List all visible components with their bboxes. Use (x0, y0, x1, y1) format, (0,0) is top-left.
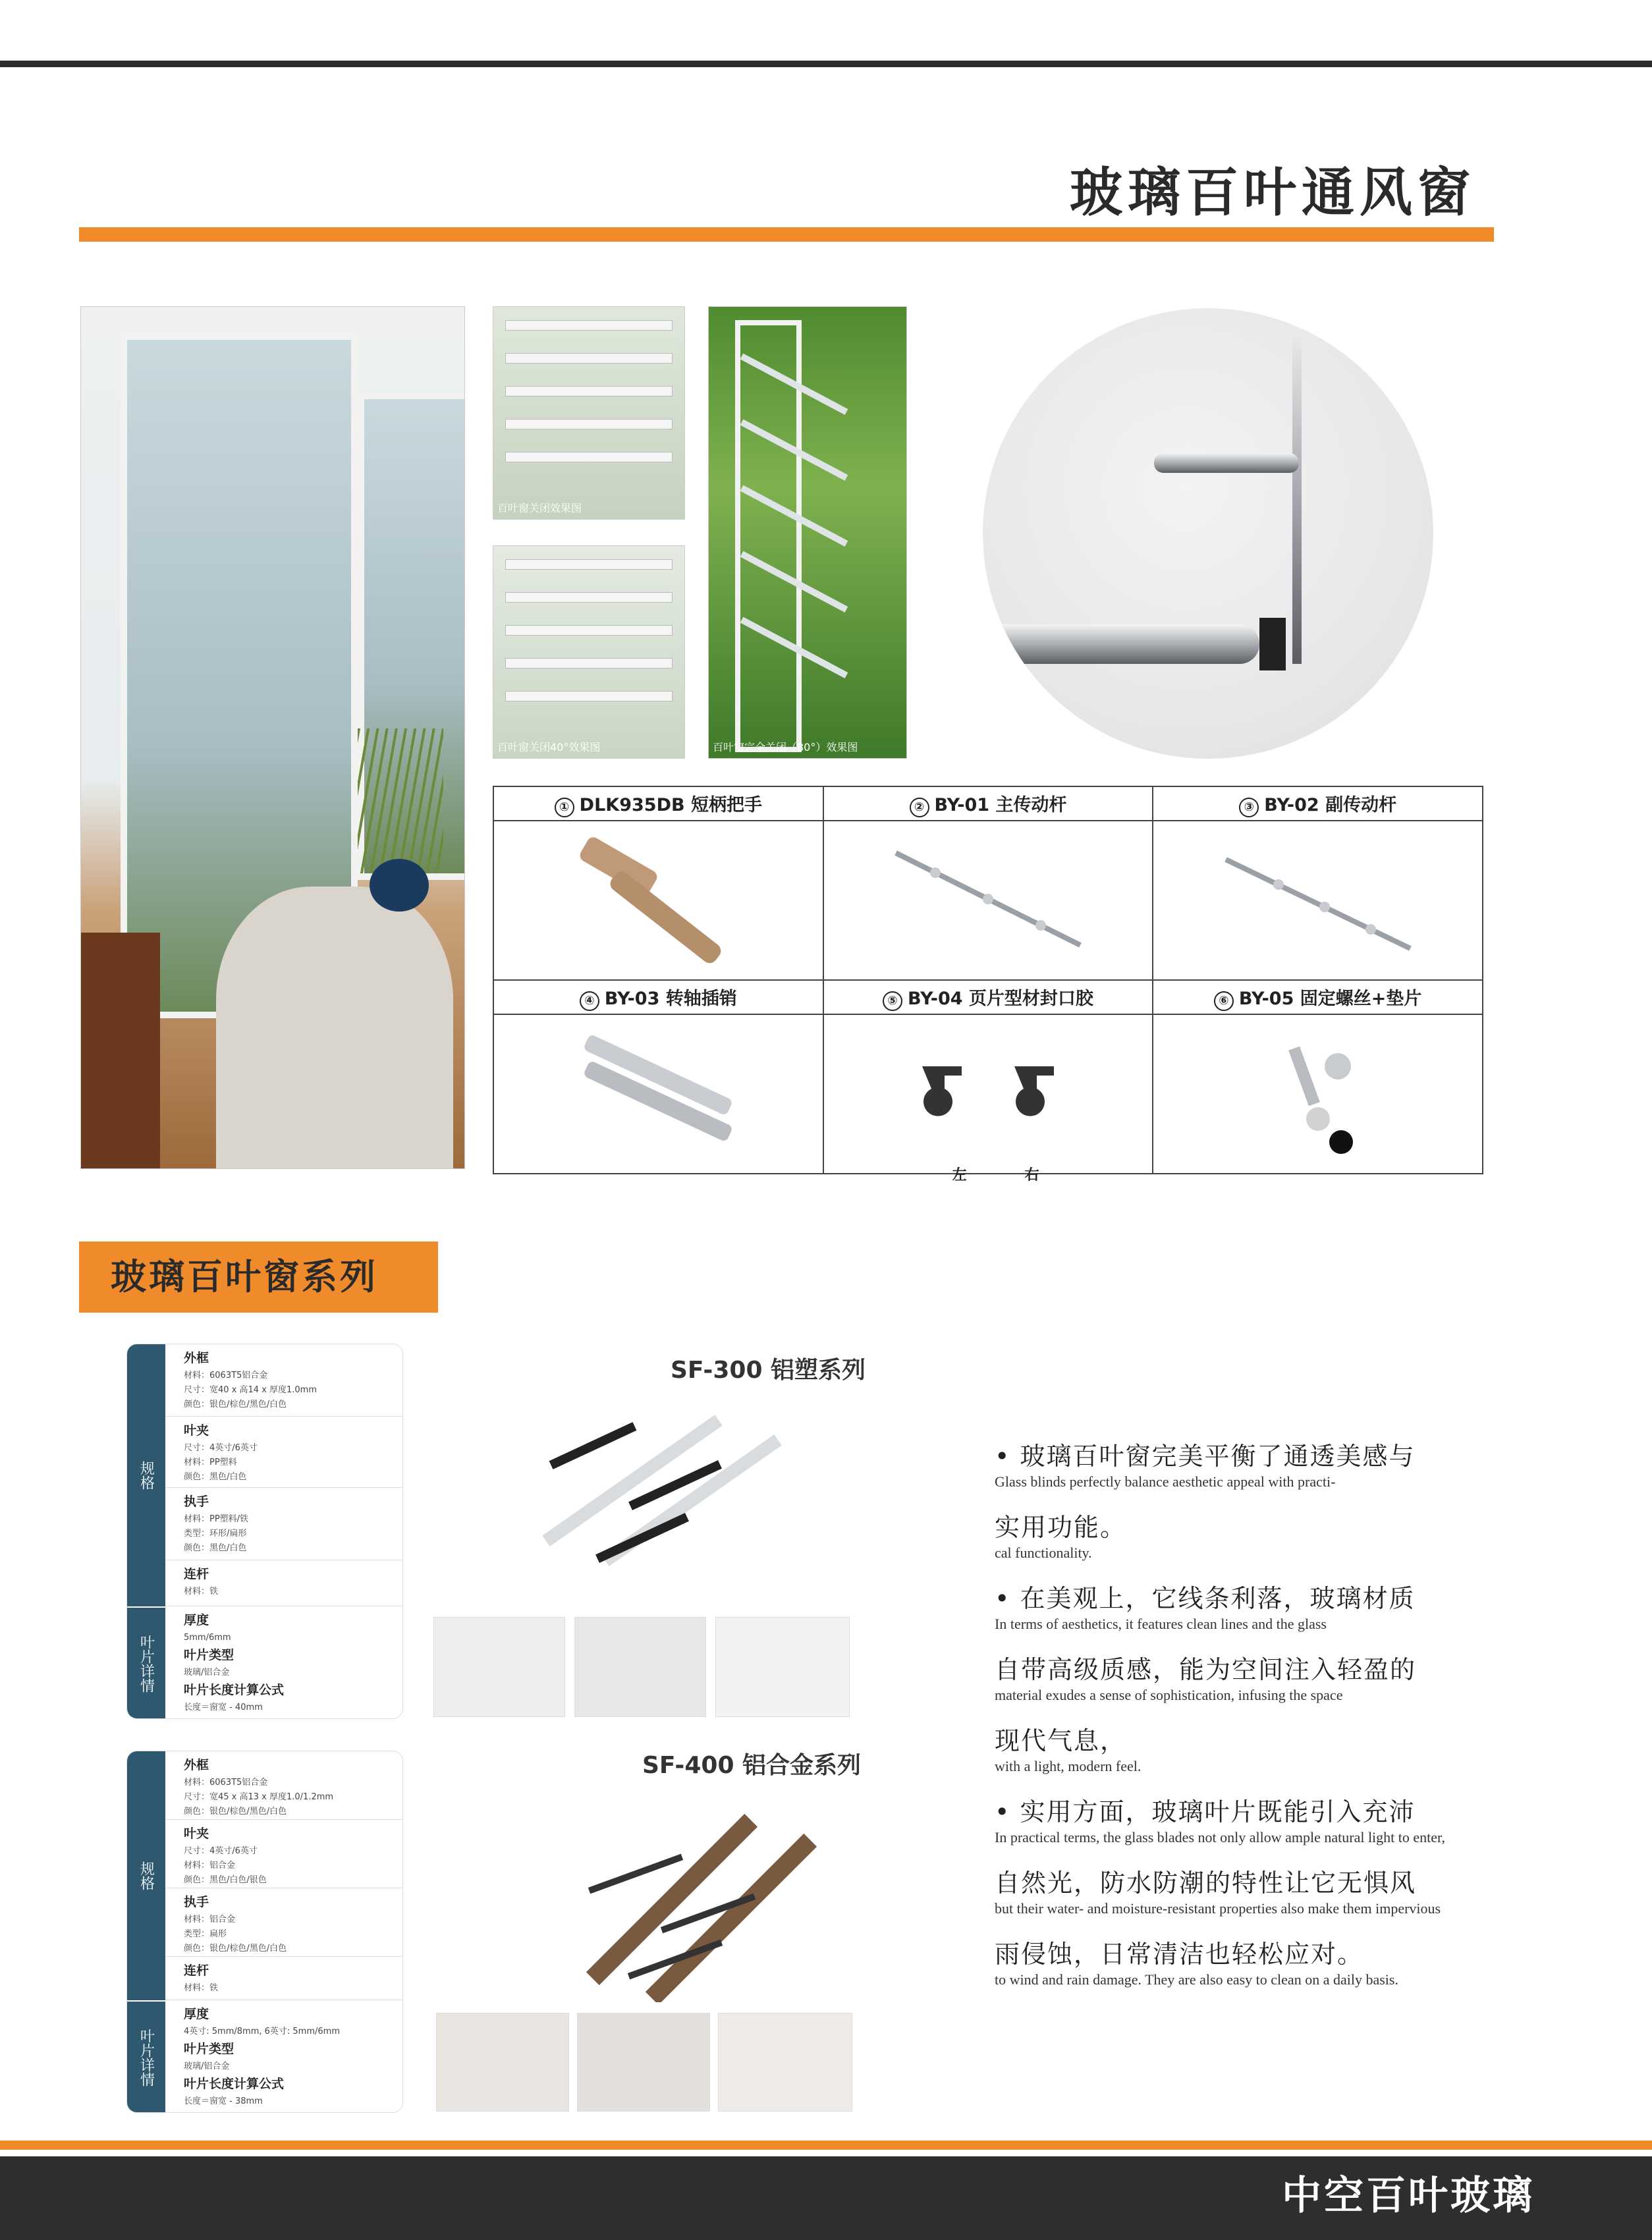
window-40-photo (493, 545, 685, 759)
desc-line-6: • 实用方面，玻璃叶片既能引入充沛 In practical terms, the glass blades not only allow ample natural light to enter, (995, 1797, 1445, 1845)
sf300-detail-2 (574, 1617, 706, 1717)
desc-line-5: 现代气息， with a light, modern feel. (995, 1726, 1142, 1774)
footer-orange-rule (0, 2141, 1652, 2150)
part-header-3: ③ BY-02 副传动杆 (1153, 786, 1483, 821)
main-rod-image (823, 821, 1153, 980)
seal-right-label: 右 (1024, 1167, 1039, 1184)
series-heading: 玻璃百叶窗系列 (79, 1242, 438, 1313)
caption-80: 百叶窗完全关闭（80°）效果图 (713, 741, 858, 753)
window-80-photo (708, 306, 907, 759)
desc-line-3: • 在美观上，它线条利落，玻璃材质 In terms of aesthetics, it features clean lines and the glass (995, 1584, 1416, 1632)
sf400-spec-side-label: 规格 (138, 1861, 155, 1890)
pivot-pin-image (493, 1014, 823, 1174)
footer-brand: 中空百叶玻璃 (1282, 2173, 1535, 2219)
caption-closed: 百叶窗关闭效果图 (497, 502, 582, 514)
title-underline (79, 227, 1494, 242)
sf300-detail-3 (715, 1617, 850, 1717)
sf400-product-image (560, 1798, 843, 2002)
sub-rod-image (1153, 821, 1483, 980)
pivot-detail-photo (983, 308, 1433, 759)
handle-image (493, 821, 823, 980)
desc-line-8: 雨侵蚀，日常清洁也轻松应对。 to wind and rain damage. They are also easy to clean on a daily basis. (995, 1940, 1398, 1988)
sf400-detail-2 (577, 2013, 710, 2112)
sf400-spec-card: 规格 叶片详情 外框 材料：6063T5铝合金 尺寸：宽45 x 高13 x 厚度1.0/1.2mm 颜色：银色/棕色/黑色/白色 叶夹 尺寸：4英寸/6英寸 材料：铝合金 颜色：黑色/白色/银色 执手 材料：铝合金 类型：扁形 颜色：银色/棕色/黑色/白色 连杆 材料：铁 厚度 4英寸: 5mm/8mm, 6英寸: 5mm/6mm 叶片类型 玻璃/铝合金 叶片长度计算公式 长度＝窗宽 - 38mm (126, 1751, 403, 2113)
top-rule (0, 61, 1652, 67)
room-photo (80, 306, 465, 1169)
desc-line-4: 自带高级质感，能为空间注入轻盈的 material exudes a sense of sophistication, infusing the space (995, 1655, 1417, 1703)
part-header-6: ⑥ BY-05 固定螺丝+垫片 (1153, 980, 1483, 1014)
sf300-title: SF-300 铝塑系列 (671, 1357, 866, 1384)
desc-line-2: 实用功能。 cal functionality. (995, 1513, 1127, 1561)
sf300-product-image (527, 1395, 810, 1599)
sf400-detail-1 (436, 2013, 569, 2112)
part-header-1: ① DLK935DB 短柄把手 (493, 786, 823, 821)
page-title: 玻璃百叶通风窗 (1070, 162, 1475, 223)
sf300-spec-card: 规格 叶片详情 外框 材料：6063T5铝合金 尺寸：宽40 x 高14 x 厚度1.0mm 颜色：银色/棕色/黑色/白色 叶夹 尺寸：4英寸/6英寸 材料：PP塑料 颜色：黑色/白色 执手 材料：PP塑料/铁 类型：环形/扁形 颜色：黑色/白色 连杆 材料：铁 厚度 5mm/6mm 叶片类型 玻璃/铝合金 叶片长度计算公式 长度＝窗宽 - 40mm (126, 1344, 403, 1719)
sf300-detail-1 (433, 1617, 565, 1717)
parts-table (493, 786, 1483, 1184)
desc-line-1: • 玻璃百叶窗完美平衡了通透美感与 Glass blinds perfectly balance aesthetic appeal with practi- (995, 1442, 1416, 1490)
desc-line-7: 自然光，防水防潮的特性让它无惧风 but their water- and moisture-resistant properties also make them impervious (995, 1869, 1441, 1917)
part-header-4: ④ BY-03 转轴插销 (493, 980, 823, 1014)
caption-40: 百叶窗关闭40°效果图 (497, 741, 601, 753)
seal-image (823, 1014, 1153, 1184)
part-header-2: ② BY-01 主传动杆 (823, 786, 1153, 821)
screw-image (1153, 1014, 1483, 1174)
sf400-blade-side-label: 叶片详情 (127, 2000, 165, 2113)
part-header-5: ⑤ BY-04 页片型材封口胶 (823, 980, 1153, 1014)
seal-left-label: 左 (952, 1167, 967, 1184)
sf300-blade-side-label: 叶片详情 (127, 1606, 165, 1719)
window-closed-photo (493, 306, 685, 520)
sf400-detail-3 (718, 2013, 852, 2112)
sf400-title: SF-400 铝合金系列 (642, 1752, 862, 1779)
sf300-spec-side-label: 规格 (138, 1461, 155, 1490)
